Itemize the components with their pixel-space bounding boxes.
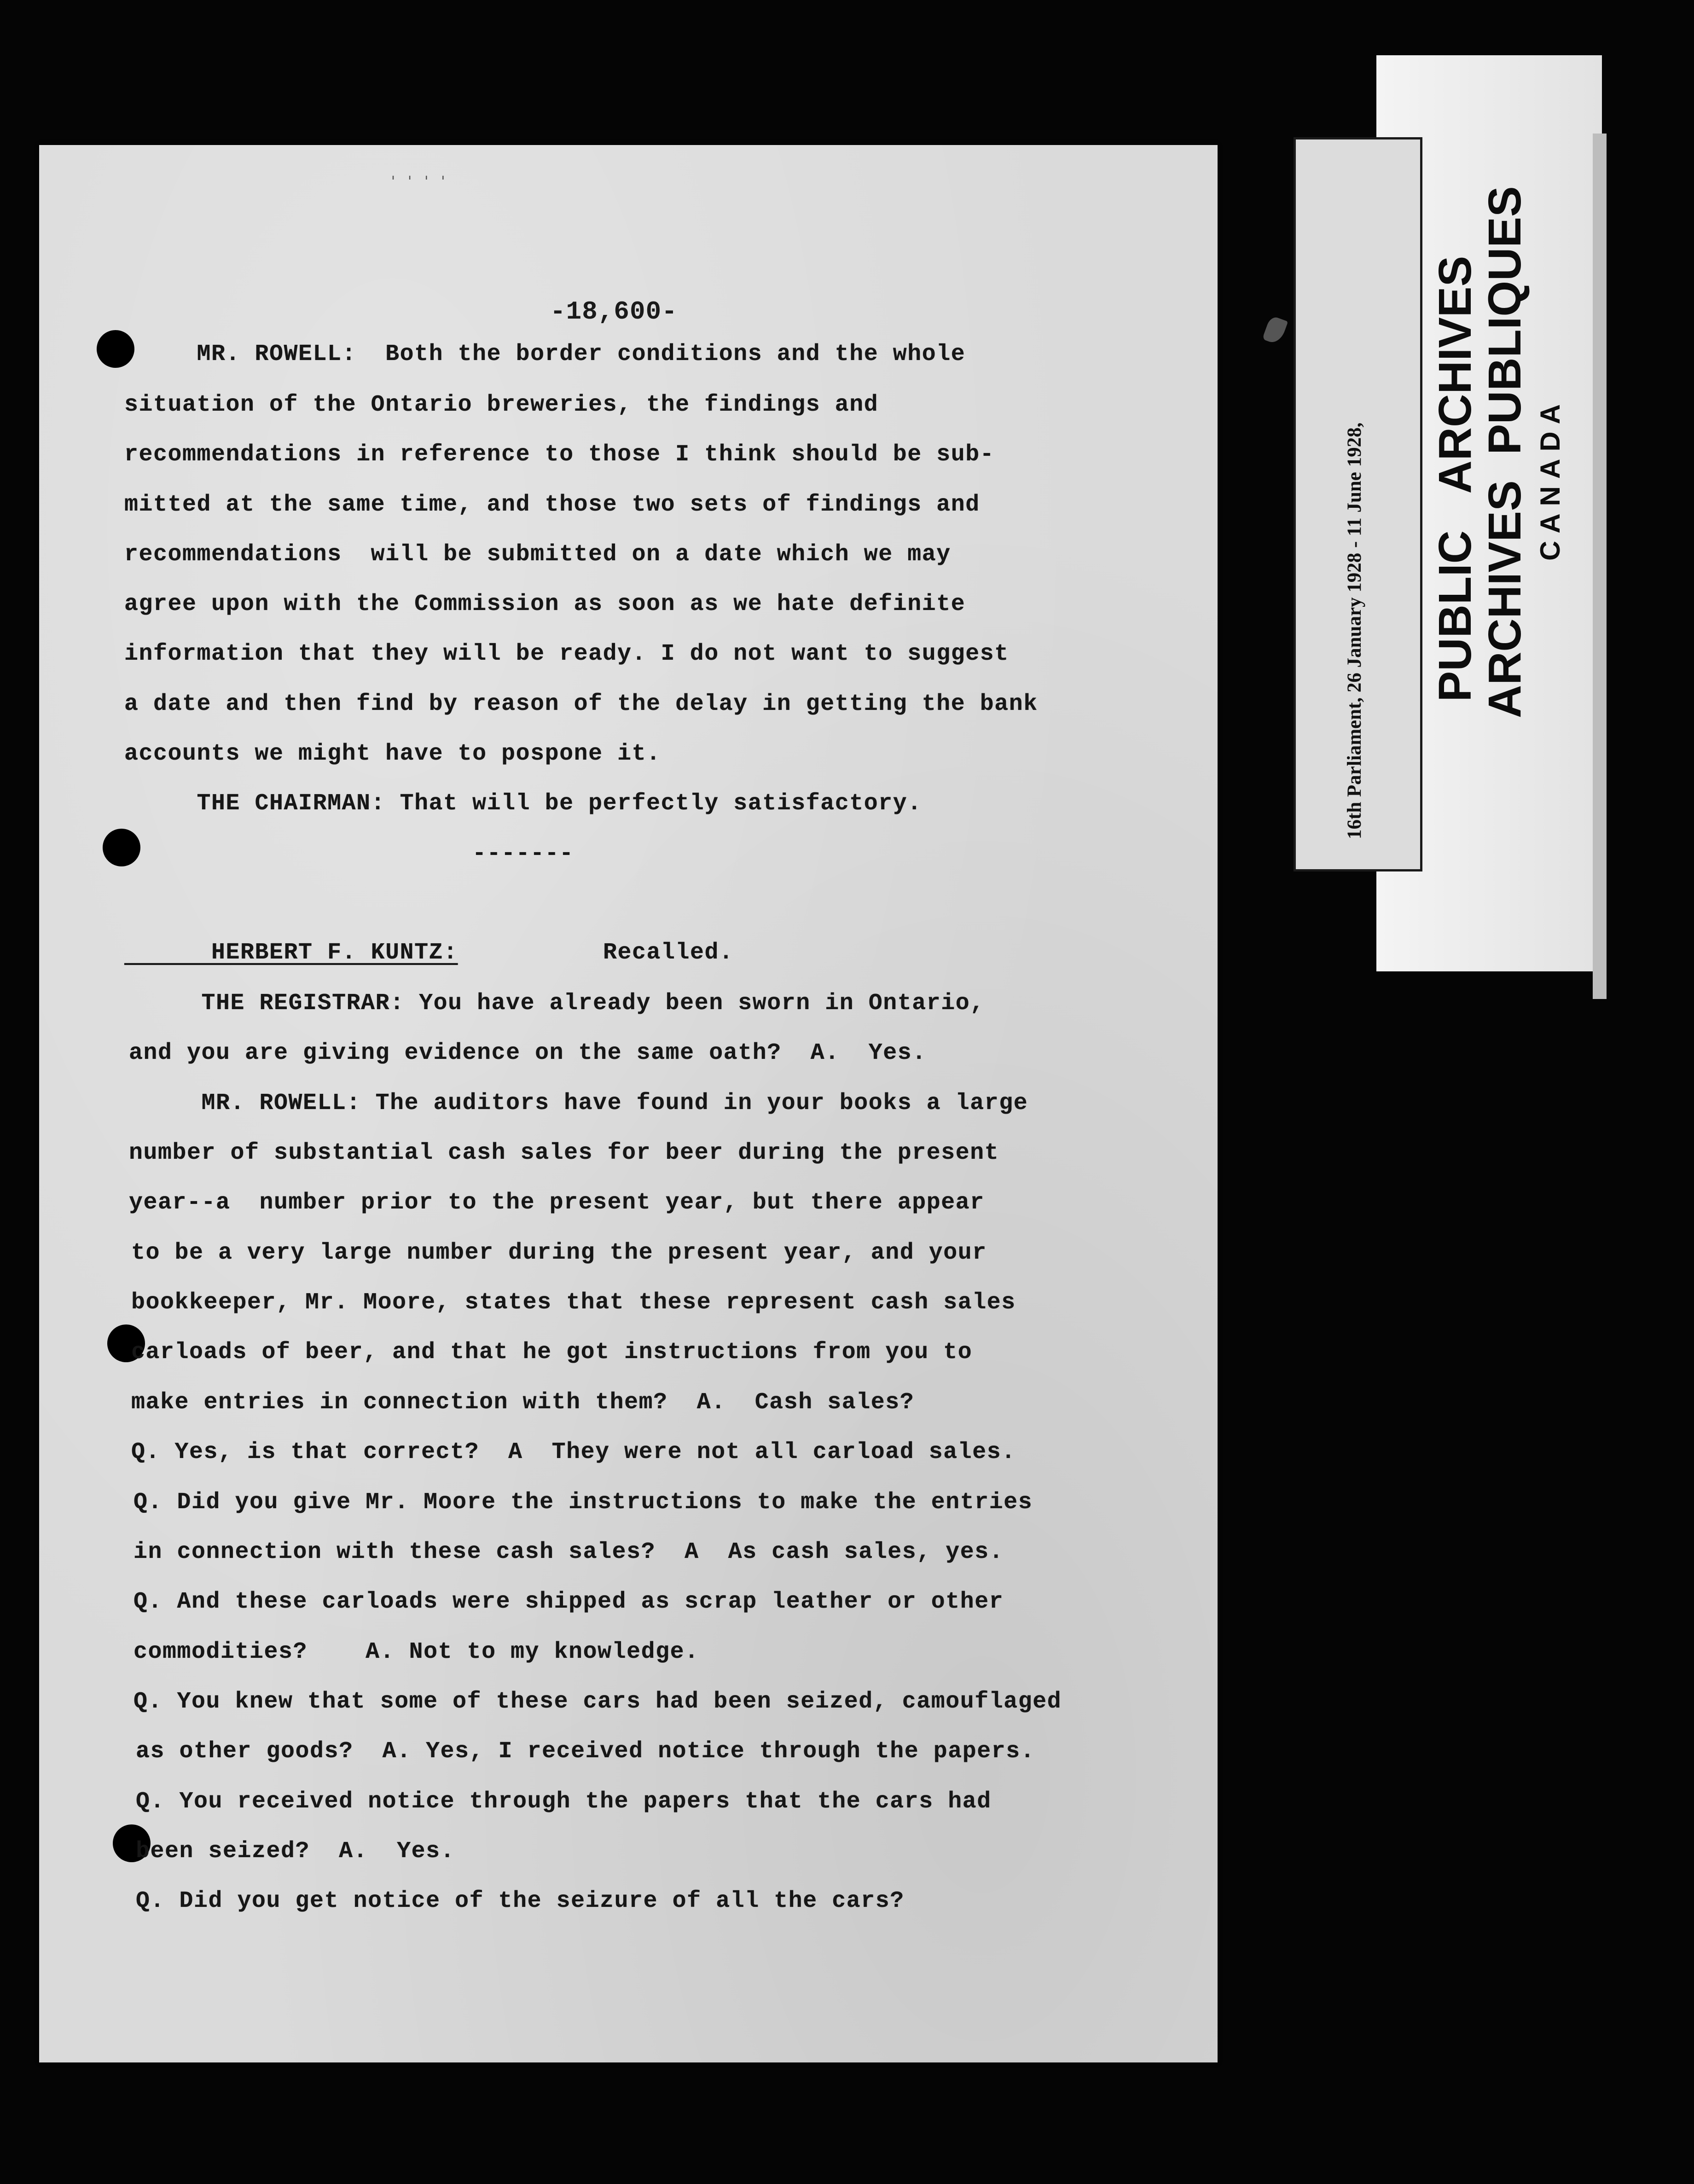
transcript-line: bookkeeper, Mr. Moore, states that these represent cash sales (131, 1289, 1016, 1316)
transcript-line: THE REGISTRAR: You have already been sworn in Ontario, (129, 990, 985, 1016)
transcript-line: mitted at the same time, and those two sets of findings and (124, 492, 980, 518)
transcript-line: been seized? A. Yes. (136, 1838, 455, 1865)
archive-card-edge (1593, 134, 1607, 999)
transcript-line: Q. Yes, is that correct? A They were not all carload sales. (131, 1439, 1016, 1465)
transcript-line: as other goods? A. Yes, I received notice through the papers. (136, 1738, 1035, 1765)
archives-line-english: PUBLIC ARCHIVES (1429, 256, 1481, 702)
transcript-line: information that they will be ready. I do not want to suggest (124, 641, 1009, 667)
transcript-line: recommendations in reference to those I think should be sub- (124, 441, 995, 468)
archives-stamp (1429, 186, 1571, 718)
transcript-line: Q. You knew that some of these cars had been seized, camouflaged (133, 1689, 1062, 1715)
citation-line-3: No. RG 14, 2, Volume 168. (1421, 563, 1422, 839)
transcript-line: and you are giving evidence on the same oath? A. Yes. (129, 1040, 927, 1066)
transcript-line: recommendations will be submitted on a date which we may (124, 541, 951, 568)
witness-name: HERBERT F. KUNTZ: (124, 940, 458, 966)
transcript-line: commodities? A. Not to my knowledge. (133, 1639, 699, 1665)
film-speck (1262, 315, 1288, 345)
transcript-line: year--a number prior to the present year, but there appear (129, 1190, 985, 1216)
transcript-line: agree upon with the Commission as soon as we hate definite (124, 591, 966, 617)
transcript-line: number of substantial cash sales for beer during the present (129, 1140, 999, 1166)
archives-line-french: ARCHIVES PUBLIQUES (1479, 186, 1531, 718)
transcript-line: Q. And these carloads were shipped as scrap leather or other (133, 1589, 1004, 1615)
transcript-line: Q. Did you get notice of the seizure of all the cars? (136, 1888, 905, 1914)
citation-line-2: 16th Parliament, 26 January 1928 - 11 June 1928, (1344, 422, 1365, 839)
typed-transcript-page (39, 145, 1218, 2062)
transcript-line: accounts we might have to pospone it. (124, 741, 661, 767)
transcript-line: ------- (124, 841, 574, 867)
transcript-line: Q. You received notice through the papers that the cars had (136, 1789, 992, 1815)
transcript-line: to be a very large number during the present year, and your (131, 1240, 987, 1266)
citation-strip (1294, 137, 1422, 871)
faint-sheet-mark: ' ' ' ' (389, 174, 447, 190)
transcript-line: Q. Did you give Mr. Moore the instructions to make the entries (133, 1489, 1033, 1516)
archives-country: CANADA (1535, 397, 1566, 561)
transcript-line: a date and then find by reason of the delay in getting the bank (124, 691, 1038, 717)
transcript-line: MR. ROWELL: The auditors have found in your books a large (129, 1090, 1028, 1116)
witness-status: Recalled. (603, 940, 734, 966)
transcript-line: situation of the Ontario breweries, the findings and (124, 392, 879, 418)
citation-text (1294, 195, 1422, 839)
transcript-line: carloads of beer, and that he got instructions from you to (131, 1339, 973, 1365)
transcript-line: MR. ROWELL: Both the border conditions and the whole (124, 341, 966, 367)
transcript-line: THE CHAIRMAN: That will be perfectly satisfactory. (124, 790, 922, 817)
transcript-line: in connection with these cash sales? A As cash sales, yes. (133, 1539, 1004, 1565)
transcript-line: make entries in connection with them? A. Cash sales? (131, 1389, 915, 1416)
page-number: -18,600- (550, 297, 678, 326)
